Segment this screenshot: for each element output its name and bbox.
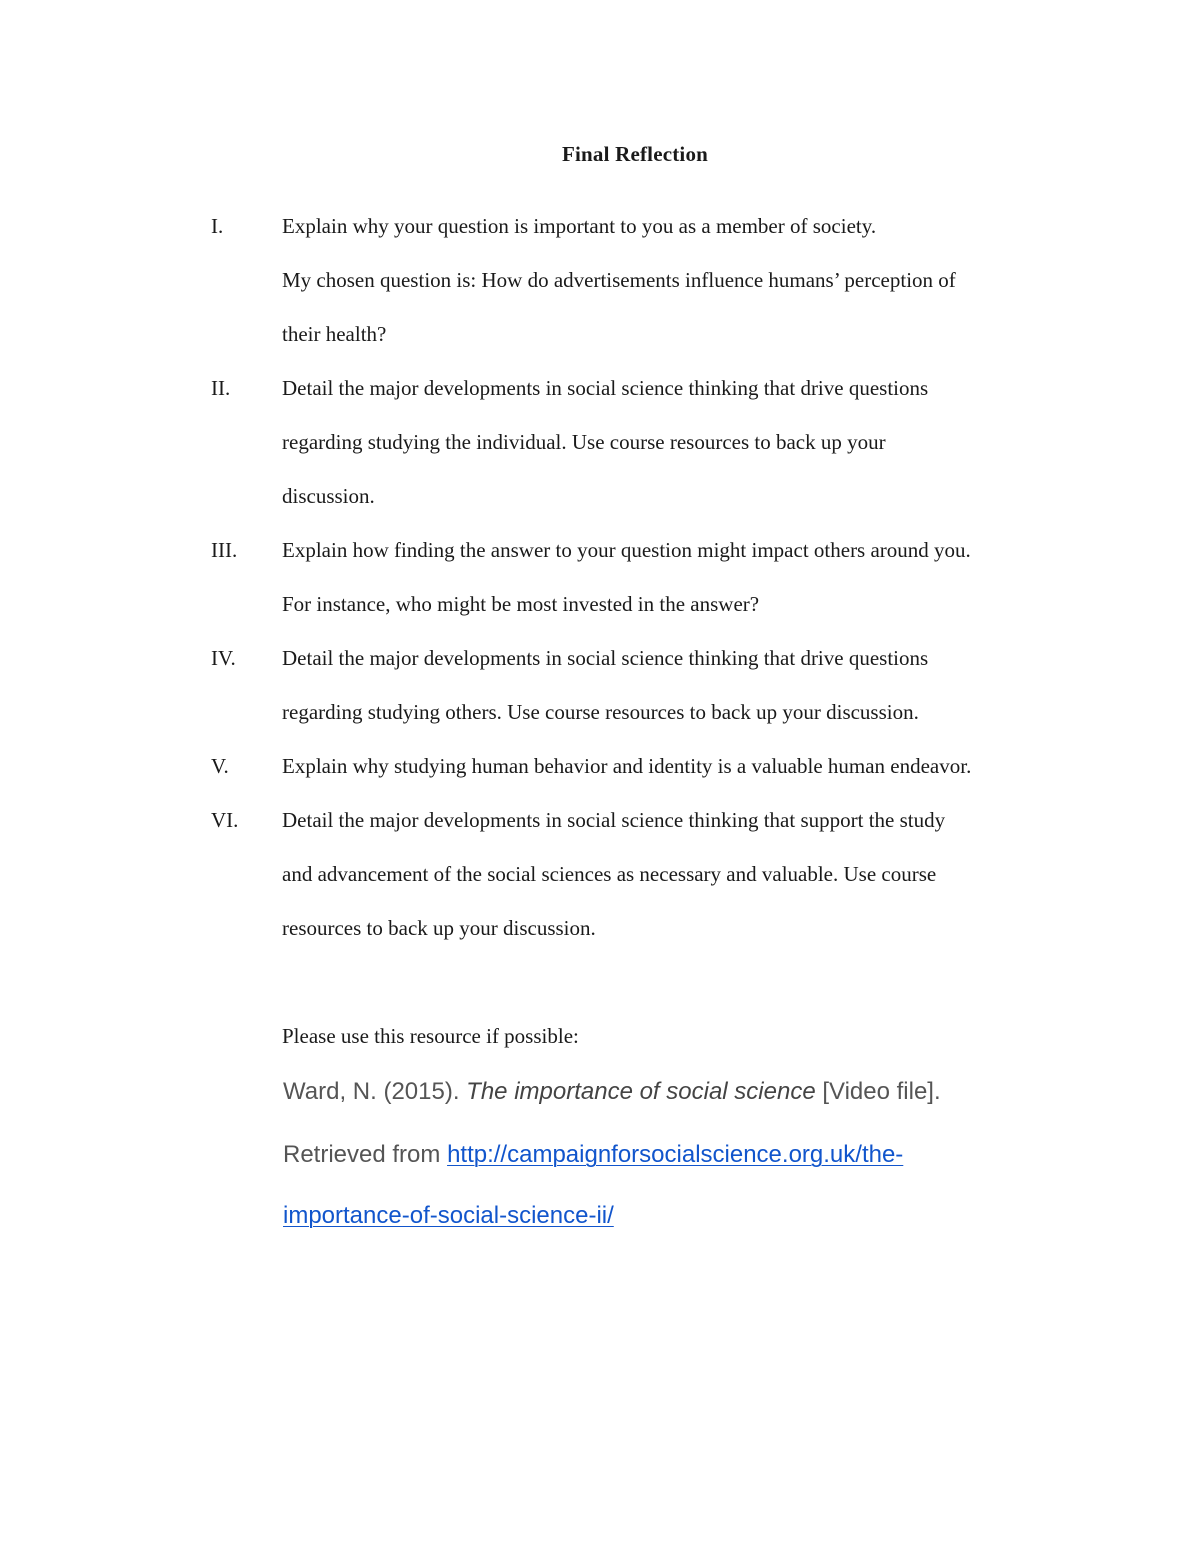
item-text-line: regarding studying the individual. Use course resources to back up your (282, 430, 886, 454)
item-numeral-3: III. (211, 538, 238, 562)
citation-url-link-continued[interactable]: importance-of-social-science-ii/ (283, 1202, 614, 1229)
citation-line-1 (283, 1076, 941, 1108)
resource-note: Please use this resource if possible: (282, 1024, 579, 1048)
item-text-line: My chosen question is: How do advertisements influence humans’ perception of (282, 268, 956, 292)
item-numeral-1: I. (211, 214, 224, 238)
item-text-line: resources to back up your discussion. (282, 916, 596, 940)
citation-work-title: The importance of social science (466, 1078, 816, 1105)
citation-line-3 (283, 1200, 614, 1232)
item-numeral-4: IV. (211, 646, 236, 670)
page-title: Final Reflection (561, 142, 709, 166)
item-text-line: their health? (282, 322, 387, 346)
item-numeral-6: VI. (211, 808, 239, 832)
item-text-line: discussion. (282, 484, 375, 508)
citation-retrieved-prefix: Retrieved from (283, 1141, 448, 1168)
item-text-line: regarding studying others. Use course resources to back up your discussion. (282, 700, 919, 724)
item-text-line: Explain how finding the answer to your question might impact others around you. (282, 538, 971, 562)
item-text-line: Explain why studying human behavior and identity is a valuable human endeavor. (282, 754, 972, 778)
item-text-line: Detail the major developments in social science thinking that drive questions (282, 646, 929, 670)
item-text-line: Detail the major developments in social science thinking that support the study (282, 808, 946, 832)
item-numeral-5: V. (211, 754, 229, 778)
item-text-line: and advancement of the social sciences as necessary and valuable. Use course (282, 862, 937, 886)
item-numeral-2: II. (211, 376, 231, 400)
citation-line-2 (283, 1139, 903, 1171)
item-text-line: Explain why your question is important to you as a member of society. (282, 214, 877, 238)
item-text-line: For instance, who might be most invested in the answer? (282, 592, 760, 616)
citation-url-link[interactable]: http://campaignforsocialscience.org.uk/the- (447, 1141, 904, 1168)
citation-medium: [Video file]. (815, 1078, 941, 1105)
citation-author-year: Ward, N. (2015). (283, 1078, 467, 1105)
item-text-line: Detail the major developments in social science thinking that drive questions (282, 376, 929, 400)
